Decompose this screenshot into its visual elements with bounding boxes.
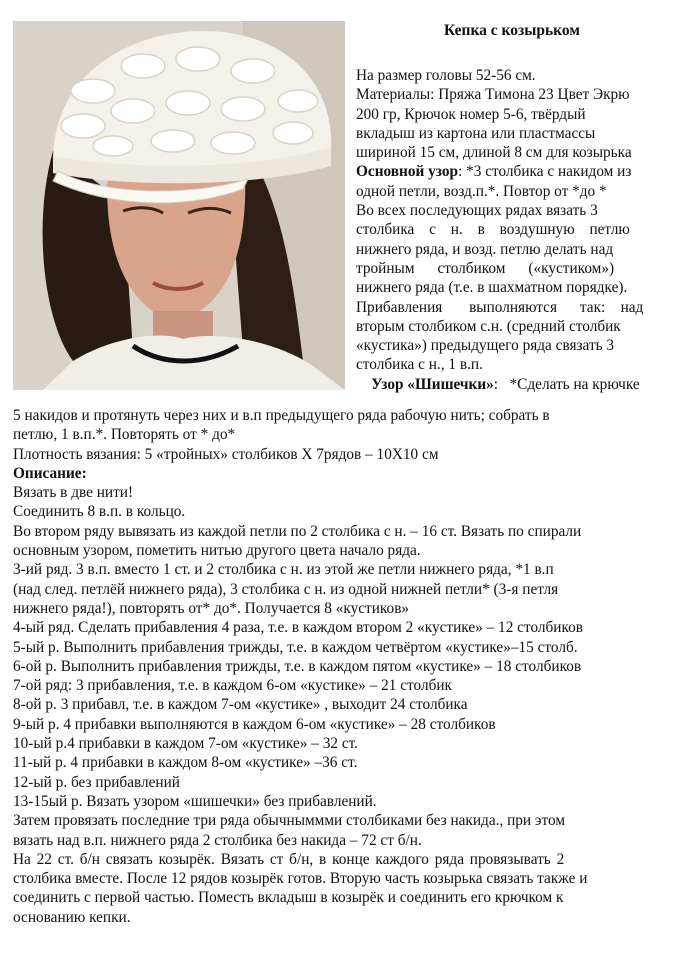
size-line: На размер головы 52-56 см. xyxy=(356,67,536,84)
main-pattern-line: нижнего ряда, и возд. петлю делать над xyxy=(356,240,614,258)
main-pattern-line: столбика с н. в воздушную петлю xyxy=(356,221,630,239)
materials-line: шириной 15 см, длиной 8 см для козырька xyxy=(356,144,632,162)
materials-line: Материалы: Пряжа Тимона 23 Цвет Экрю xyxy=(356,86,630,104)
materials-line: 200 гр, Крючок номер 5-6, твёрдый xyxy=(356,105,586,123)
instruction-line: Затем провязать последние три ряда обычныммми столбиками без накида., при этом xyxy=(13,812,566,830)
page-title: Кепка с козырьком xyxy=(444,22,580,39)
main-pattern-line: одной петли, возд.п.*. Повтор от *до * xyxy=(356,182,607,200)
instruction-line: соединить с первой частью. Поместь вкладыш в козырёк и соединить его крючком к xyxy=(13,889,564,907)
main-pattern-line: столбика с н., 1 в.п. xyxy=(356,356,483,374)
instruction-line: 8-ой р. 3 прибавл, т.е. в каждом 7-ом «кустике» , выходит 24 столбика xyxy=(13,696,468,714)
materials-line: вкладыш из картона или пластмассы xyxy=(356,124,596,142)
instruction-line: 10-ый р.4 прибавки в каждом 7-ом «кустике» – 32 ст. xyxy=(13,735,358,753)
bump-pattern-text: : *Сделать на крючке xyxy=(493,375,640,393)
instruction-line: 5-ый р. Выполнить прибавления трижды, т.е. в каждом четвёртом «кустике»–15 столб. xyxy=(13,638,578,656)
instruction-line: основанию кепки. xyxy=(13,908,131,926)
instruction-line: 9-ый р. 4 прибавки выполняются в каждом 6-ом «кустике» – 28 столбиков xyxy=(13,715,496,733)
model-photo xyxy=(13,21,345,390)
main-pattern-line: нижнего ряда (т.е. в шахматном порядке). xyxy=(356,279,628,297)
main-pattern-line: тройным столбиком («кустиком») xyxy=(356,259,615,277)
bump-pattern-line: петлю, 1 в.п.*. Повторять от * до* xyxy=(13,426,236,444)
main-pattern-line: Прибавления выполняются так: над xyxy=(356,298,644,316)
instruction-line: 6-ой р. Выполнить прибавления трижды, т.е. в каждом пятом «кустике» – 18 столбиков xyxy=(13,657,582,675)
instruction-line: 4-ый ряд. Сделать прибавления 4 раза, т.е. в каждом втором 2 «кустике» – 12 столбиков xyxy=(13,619,584,637)
main-pattern-text: : *3 столбика с накидом из xyxy=(458,163,632,181)
instruction-line: (над след. петлёй нижнего ряда), 3 столбика с н. из одной нижней петли* (3-я петля xyxy=(13,580,559,598)
instruction-line: 7-ой ряд: 3 прибавления, т.е. в каждом 6-ом «кустике» – 21 столбик xyxy=(13,677,452,695)
main-pattern-line: «кустика») предыдущего ряда связать 3 xyxy=(356,337,615,355)
density-line: Плотность вязания: 5 «тройных» столбиков Х 7рядов – 10Х10 см xyxy=(13,445,439,463)
bump-pattern-line: 5 накидов и протянуть через них и в.п предыдущего ряда рабочую нить; собрать в xyxy=(13,407,550,424)
main-pattern-label: Основной узор xyxy=(356,163,458,181)
side-text-block xyxy=(356,66,678,394)
instruction-line: 11-ый р. 4 прибавки в каждом 8-ом «кустике» –36 ст. xyxy=(13,754,358,772)
description-label: Описание: xyxy=(13,464,87,482)
main-pattern-line xyxy=(356,162,678,181)
instruction-line: вязать над в.п. нижнего ряда 2 столбика без накида – 72 ст б/н. xyxy=(13,831,422,849)
instructions-block xyxy=(13,406,678,927)
instruction-line: нижнего ряда!), повторять от* до*. Получается 8 «кустиков» xyxy=(13,599,410,617)
instruction-line: столбика вместе. После 12 рядов козырёк готов. Вторую часть козырька связать также и xyxy=(13,870,588,888)
bump-pattern-label: Узор «Шишечки» xyxy=(371,375,494,393)
instruction-line: основным узором, пометить нитью другого цвета начало ряда. xyxy=(13,542,421,560)
main-pattern-line: Во всех последующих рядах вязать 3 xyxy=(356,202,598,220)
instruction-line: 13-15ый р. Вязать узором «шишечки» без прибавлений. xyxy=(13,792,377,810)
main-pattern-line: вторым столбиком с.н. (средний столбик xyxy=(356,317,621,335)
description-heading xyxy=(13,464,678,483)
instruction-line: 12-ый р. без прибавлений xyxy=(13,773,180,791)
instruction-line: На 22 ст. б/н связать козырёк. Вязать ст б/н, в конце каждого ряда провязывать 2 xyxy=(13,850,565,868)
instruction-line: Соединить 8 в.п. в кольцо. xyxy=(13,503,186,521)
bump-pattern-line xyxy=(356,375,678,394)
instruction-line: Во втором ряду вывязать из каждой петли по 2 столбика с н. – 16 ст. Вязать по спирали xyxy=(13,522,582,540)
instruction-line: Вязать в две нити! xyxy=(13,484,134,502)
instruction-line: 3-ий ряд. 3 в.п. вместо 1 ст. и 2 столбика с н. из этой же петли нижнего ряда, *1 в.п xyxy=(13,561,554,579)
